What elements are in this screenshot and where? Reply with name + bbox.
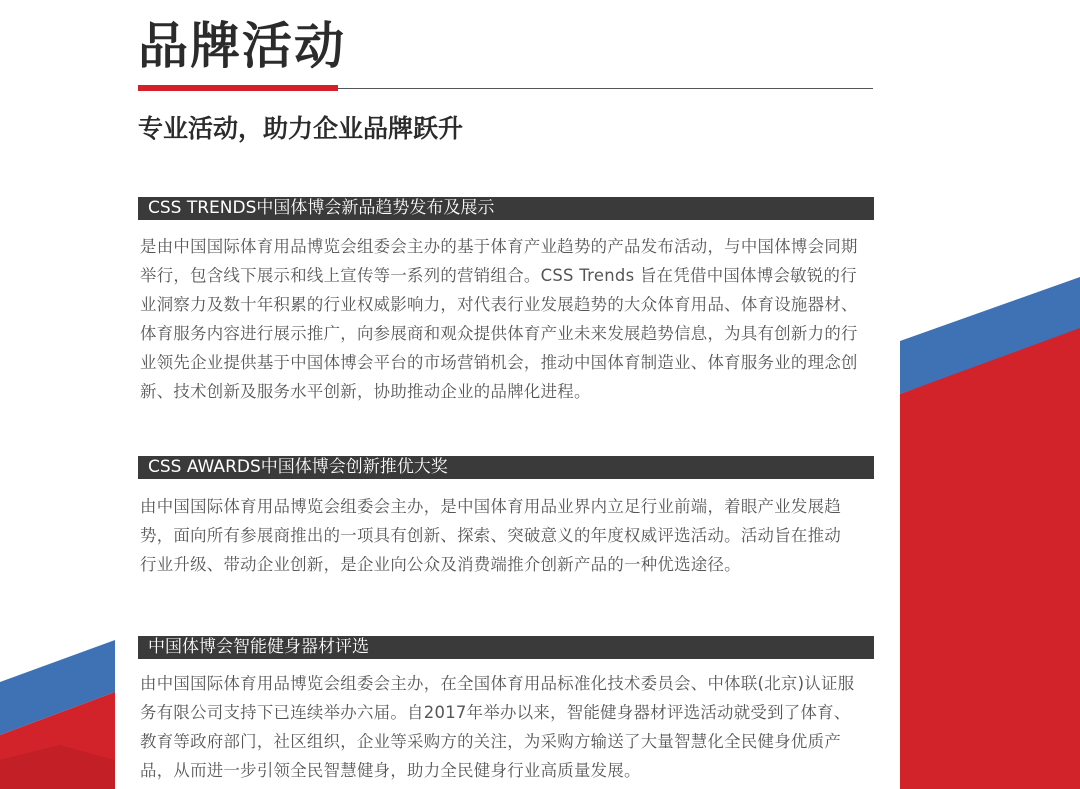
page-title: 品牌活动 — [138, 17, 346, 75]
paragraph-line: 举行，包含线下展示和线上宣传等一系列的营销组合。CSS Trends 旨在凭借中国体博会敏锐的行 — [140, 266, 857, 285]
right-red-block — [900, 328, 1080, 789]
section-body-css-trends — [140, 232, 880, 406]
section-body-css-awards — [140, 492, 880, 579]
section-heading-css-trends: CSS TRENDS中国体博会新品趋势发布及展示 — [138, 197, 874, 220]
section-heading-smart-fitness: 中国体博会智能健身器材评选 — [138, 636, 874, 659]
paragraph-line: 势，面向所有参展商推出的一项具有创新、探索、突破意义的年度权威评选活动。活动旨在推动 — [140, 526, 842, 545]
paragraph-line: 是由中国国际体育用品博览会组委会主办的基于体育产业趋势的产品发布活动，与中国体博会同期 — [140, 237, 858, 256]
page-subtitle: 专业活动，助力企业品牌跃升 — [138, 114, 464, 143]
title-accent-bar — [138, 85, 338, 91]
section-body-smart-fitness — [140, 669, 880, 785]
paragraph-line: 品，从而进一步引领全民智慧健身，助力全民健身行业高质量发展。 — [140, 761, 641, 780]
paragraph-line: 业领先企业提供基于中国体博会平台的市场营销机会，推动中国体育制造业、体育服务业的理念创 — [140, 353, 858, 372]
section-heading-css-awards: CSS AWARDS中国体博会创新推优大奖 — [138, 456, 874, 479]
paragraph-line: 业洞察力及数十年积累的行业权威影响力，对代表行业发展趋势的大众体育用品、体育设施器材、 — [140, 295, 858, 314]
paragraph-line: 新、技术创新及服务水平创新，协助推动企业的品牌化进程。 — [140, 382, 591, 401]
paragraph-line: 教育等政府部门，社区组织，企业等采购方的关注，为采购方输送了大量智慧化全民健身优质产 — [140, 732, 842, 751]
paragraph-line: 由中国国际体育用品博览会组委会主办，是中国体育用品业界内立足行业前端，着眼产业发展趋 — [140, 497, 842, 516]
paragraph-line: 体育服务内容进行展示推广，向参展商和观众提供体育产业未来发展趋势信息，为具有创新力的行 — [140, 324, 858, 343]
paragraph-line: 由中国国际体育用品博览会组委会主办，在全国体育用品标准化技术委员会、中体联(北京)认证服 — [140, 674, 855, 693]
paragraph-line: 务有限公司支持下已连续举办六届。自2017年举办以来，智能健身器材评选活动就受到了体育、 — [140, 703, 851, 722]
paragraph-line: 行业升级、带动企业创新，是企业向公众及消费端推介创新产品的一种优选途径。 — [140, 555, 741, 574]
